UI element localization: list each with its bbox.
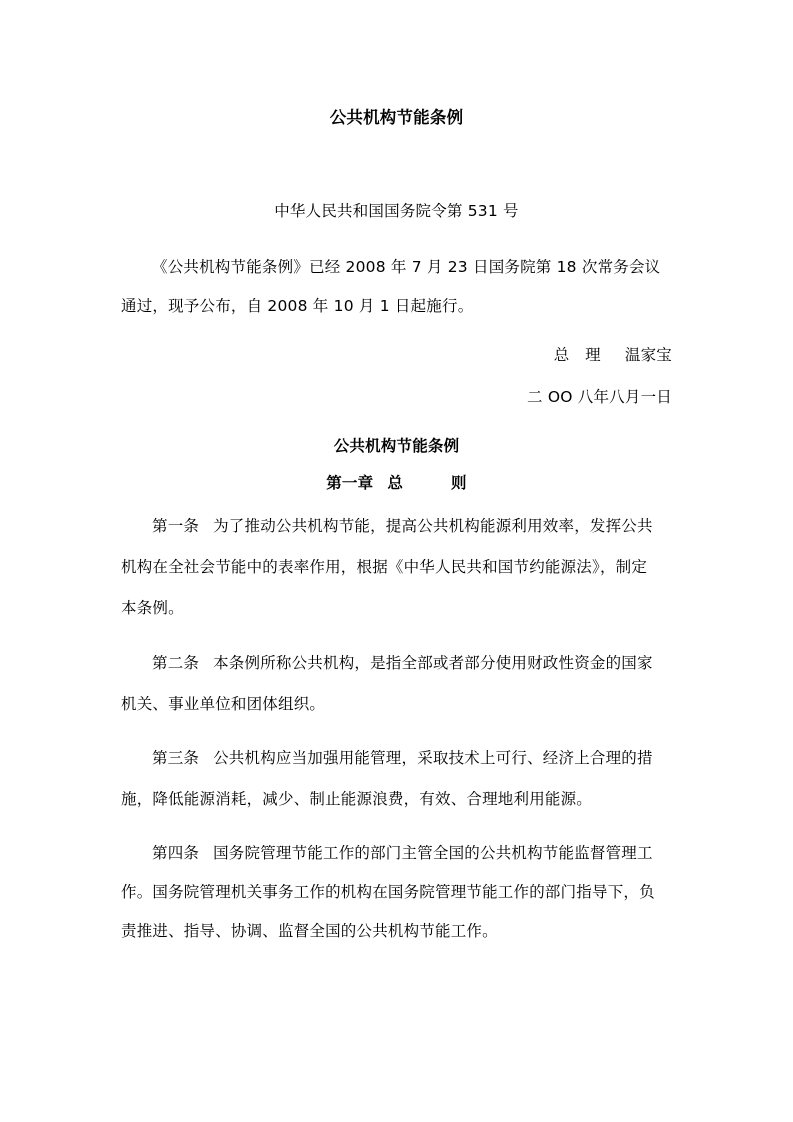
article-1-line-3: 本条例。 [121,599,184,617]
article-3-text-1: 公共机构应当加强用能管理，采取技术上可行、经济上合理的措 [213,749,653,767]
article-1-line-2: 机构在全社会节能中的表率作用，根据《中华人民共和国节约能源法》，制定 [121,558,648,576]
article-4-text-1: 国务院管理节能工作的部门主管全国的公共机构节能监督管理工 [213,844,653,862]
chapter-heading [0,473,793,493]
article-4-label: 第四条 [152,844,200,862]
article-1-line-1 [152,516,653,536]
article-3-line-1 [152,748,653,768]
article-4-line-3: 责推进、指导、协调、监督全国的公共机构节能工作。 [121,922,498,940]
article-2-label: 第二条 [152,654,200,672]
signature-date: 二 OO 八年八月一日 [527,388,672,406]
article-2-text-1: 本条例所称公共机构，是指全部或者部分使用财政性资金的国家 [213,654,653,672]
article-2-line-1 [152,653,653,673]
article-2-line-2: 机关、事业单位和团体组织。 [121,695,326,713]
main-title: 公共机构节能条例 [329,108,464,127]
intro-line-1: 《公共机构节能条例》已经 2008 年 7 月 23 日国务院第 18 次常务会议 [152,258,661,276]
chapter-number: 第一章 [326,474,374,492]
article-3-label: 第三条 [152,749,200,767]
signature-name: 温家宝 [624,346,672,364]
body-title: 公共机构节能条例 [333,437,460,455]
chapter-name-part2: 则 [451,474,467,492]
intro-line-2: 通过，现予公布，自 2008 年 10 月 1 日起施行。 [121,297,474,315]
signature-title: 总 理 [553,346,601,364]
article-1-text-1: 为了推动公共机构节能，提高公共机构能源利用效率，发挥公共 [213,517,653,535]
article-1-label: 第一条 [152,517,200,535]
chapter-name-part1: 总 [387,474,404,492]
decree-number: 中华人民共和国国务院令第 531 号 [274,202,519,220]
article-4-line-1 [152,843,653,863]
article-4-line-2: 作。国务院管理机关事务工作的机构在国务院管理节能工作的部门指导下，负 [121,883,655,901]
signature-line [554,345,672,365]
article-3-line-2: 施，降低能源消耗，减少、制止能源浪费，有效、合理地利用能源。 [121,790,593,808]
